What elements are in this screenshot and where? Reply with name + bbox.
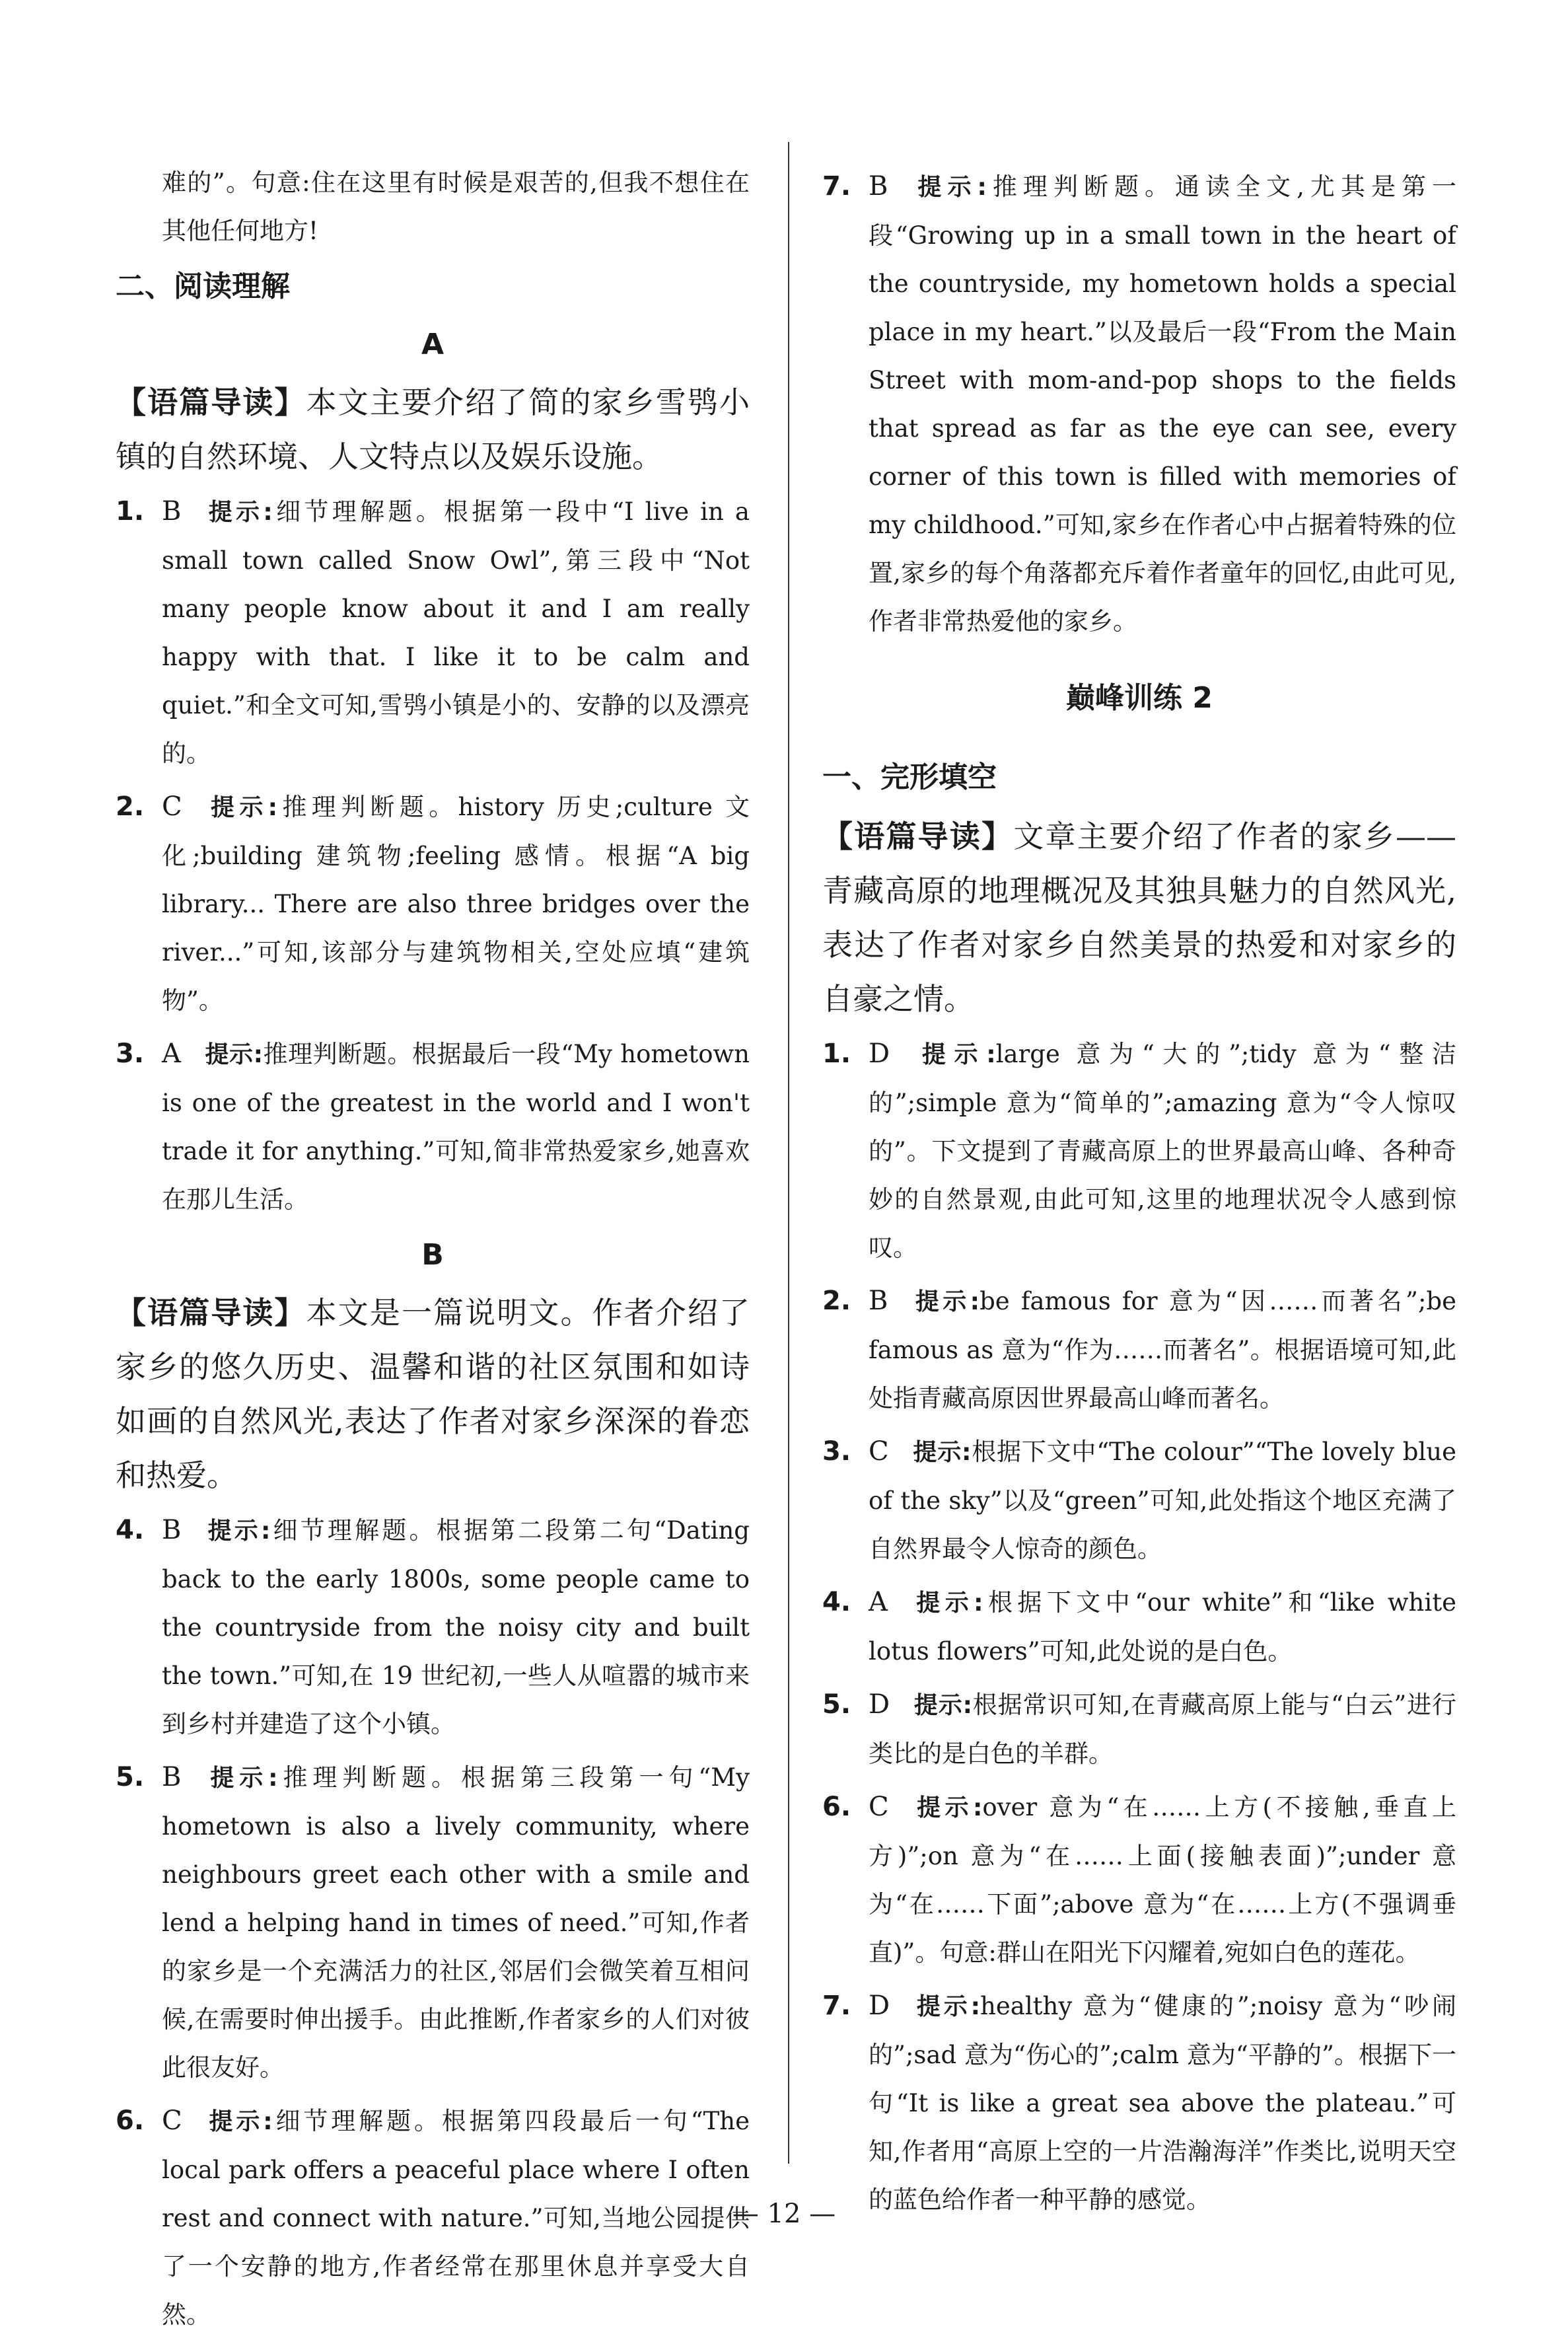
hint-label: 提示: (911, 174, 987, 201)
item-answer: D (869, 1039, 890, 1069)
item-text: be famous for 意为“因……而著名”;be famous as 意为“作为……而著名”。根据语境可知,此处指青藏高原因世界最高山峰而著名。 (869, 1287, 1456, 1412)
intro-tag: 【语篇导读】 (116, 385, 306, 420)
column-divider (788, 142, 789, 2164)
right-column (822, 159, 1456, 2229)
hint-label: 提示: (912, 1439, 972, 1466)
hint-label: 提示: (204, 1041, 263, 1068)
answer-item (822, 1681, 1456, 1778)
item-answer: C (869, 1792, 889, 1822)
training-title: 巅峰训练 2 (1066, 681, 1213, 715)
hint-label: 提示: (913, 1692, 972, 1719)
item-text: 推理判断题。根据最后一段“My hometown is one of the greatest in the world and I won't trade it for anything.”可知,简非常热爱家乡,她喜欢在那儿生活。 (162, 1040, 750, 1214)
intro-tag: 【语篇导读】 (116, 1295, 306, 1331)
answer-item (116, 1753, 750, 2092)
item-text: 根据下文中“The colour”“The lovely blue of the sky”以及“green”可知,此处指这个地区充满了自然界最令人惊奇的颜色。 (869, 1438, 1456, 1563)
item-number: 1. (822, 1039, 851, 1069)
item-text: 细节理解题。根据第二段第二句“Dating back to the early 1800s, some people came to the countryside from the noisy city and built the town.”可知,在 19 世纪初,一些人从喧嚣的城市来到乡村并建造了这个小镇。 (162, 1516, 750, 1738)
answer-item (116, 488, 750, 778)
answer-item (822, 1783, 1456, 1977)
continued-text: 难的”。句意:住在这里有时候是艰苦的,但我不想住在其他任何地方! (162, 168, 750, 245)
item-text: 推理判断题。history 历史;culture 文化;building 建筑物;feeling 感情。根据“A big library... There are also three bridges over the river...”可知,该部分与建筑物相关,空处应填“建筑物”。 (162, 793, 750, 1015)
item-answer: B (162, 496, 182, 527)
intro-tag: 【语篇导读】 (822, 819, 1014, 854)
hint-label: 提示: (911, 1288, 980, 1315)
page-number: — 12 — (732, 2199, 836, 2229)
hint-label: 提示: (913, 1993, 981, 2020)
item-number: 4. (822, 1587, 851, 1617)
item-answer: B (869, 171, 888, 201)
item-number: 4. (116, 1515, 145, 1545)
item-number: 5. (116, 1762, 145, 1792)
item-number: 6. (822, 1792, 851, 1822)
item-answer: C (869, 1436, 889, 1467)
item-answer: B (162, 1762, 182, 1792)
answer-item (116, 783, 750, 1025)
item-number: 5. (822, 1689, 851, 1720)
intro-a (116, 375, 750, 484)
item-text: 推理判断题。根据第三段第一句“My hometown is also a lively community, where neighbours greet each other with a smile and lend a helping hand in times of need.”可知,作者的家乡是一个充满活力的社区,邻居们会微笑着互相问候,在需要时伸出援手。由此推断,作者家乡的人们对彼此很友好。 (162, 1763, 750, 2082)
hint-label: 提示: (205, 1518, 271, 1545)
item-number: 2. (116, 791, 145, 822)
item-text: 根据常识可知,在青藏高原上能与“白云”进行类比的是白色的羊群。 (869, 1691, 1456, 1768)
item-answer: A (162, 1039, 181, 1069)
item-text: 根据下文中“our white”和“like white lotus flowers”可知,此处说的是白色。 (869, 1588, 1456, 1666)
answer-item (822, 1030, 1456, 1272)
intro-text: 本文是一篇说明文。作者介绍了家乡的悠久历史、温馨和谐的社区氛围和如诗如画的自然风光,表达了作者对家乡深深的眷恋和热爱。 (116, 1295, 750, 1493)
item-text: 细节理解题。根据第四段最后一句“The local park offers a peaceful place where I often rest and connect with nature.”可知,当地公园提供了一个安静的地方,作者经常在那里休息并享受大自然。 (162, 2107, 750, 2329)
hint-label: 提示: (205, 1765, 278, 1792)
item-answer: D (869, 1991, 890, 2021)
item-number: 3. (116, 1039, 145, 1069)
hint-label: 提示: (912, 1794, 983, 1821)
item-answer: A (869, 1587, 888, 1617)
part-b-heading: B (421, 1238, 444, 1272)
item-number: 2. (822, 1286, 851, 1316)
left-column (116, 159, 750, 2344)
item-text: 推理判断题。通读全文,尤其是第一段“Growing up in a small town in the heart of the countryside, my hometown holds a special place in my heart.”以及最后一段“From the Main Street with mom-and-pop shops to the fields that spread as far as the eye can see, every corner of this town is filled with memories of my childhood.”可知,家乡在作者心中占据着特殊的位置,家乡的每个角落都充斥着作者童年的回忆,由此可见,作者非常热爱他的家乡。 (869, 172, 1456, 636)
item-text: healthy 意为“健康的”;noisy 意为“吵闹的”;sad 意为“伤心的”;calm 意为“平静的”。根据下一句“It is like a great sea above the plateau.”可知,作者用“高原上空的一片浩瀚海洋”作类比,说明天空的蓝色给作者一种平静的感觉。 (869, 1992, 1456, 2214)
item-answer: B (869, 1286, 888, 1316)
item-text: 细节理解题。根据第一段中“I live in a small town called Snow Owl”,第三段中“Not many people know about it and I am really happy with that. I like it to be calm and quiet.”和全文可知,雪鸮小镇是小的、安静的以及漂亮的。 (162, 497, 750, 768)
item-text: large 意为“大的”;tidy 意为“整洁的”;simple 意为“简单的”;amazing 意为“令人惊叹的”。下文提到了青藏高原上的世界最高山峰、各种奇妙的自然景观,由此可知,这里的地理状况令人感到惊叹。 (869, 1040, 1457, 1262)
hint-label: 提示: (911, 1590, 983, 1617)
hint-label: 提示: (205, 2108, 273, 2135)
part-a-heading: A (421, 328, 445, 361)
answer-item (116, 1506, 750, 1748)
intro-text: 文章主要介绍了作者的家乡——青藏高原的地理概况及其独具魅力的自然风光,表达了作者对家乡自然美景的热爱和对家乡的自豪之情。 (822, 819, 1457, 1017)
item-number: 6. (116, 2106, 145, 2136)
section-heading-cloze: 一、完形填空 (822, 760, 997, 794)
item-number: 1. (116, 496, 145, 527)
hint-label: 提示: (205, 794, 278, 821)
answer-item (116, 1030, 750, 1224)
intro-b (116, 1286, 750, 1502)
item-answer: D (869, 1689, 890, 1720)
answer-item (822, 163, 1456, 645)
item-number: 7. (822, 171, 851, 201)
answer-item (822, 1428, 1456, 1573)
intro-cloze (822, 809, 1456, 1026)
answer-item (822, 1277, 1456, 1422)
section-heading-reading: 二、阅读理解 (116, 270, 290, 303)
answer-item (822, 1578, 1456, 1675)
hint-label: 提示: (205, 499, 273, 526)
item-text: over 意为“在……上方(不接触,垂直上方)”;on 意为“在……上面(接触表面)”;under 意为“在……下面”;above 意为“在……上方(不强调垂直)”。句意:群山在阳光下闪耀着,宛如白色的莲花。 (869, 1793, 1456, 1967)
answer-item (822, 1982, 1456, 2224)
item-number: 3. (822, 1436, 851, 1467)
item-number: 7. (822, 1991, 851, 2021)
intro-text: 本文主要介绍了简的家乡雪鸮小镇的自然环境、人文特点以及娱乐设施。 (116, 385, 750, 474)
item-answer: C (162, 2106, 182, 2136)
item-answer: C (162, 791, 182, 822)
item-answer: B (162, 1515, 182, 1545)
hint-label: 提示: (913, 1041, 996, 1068)
